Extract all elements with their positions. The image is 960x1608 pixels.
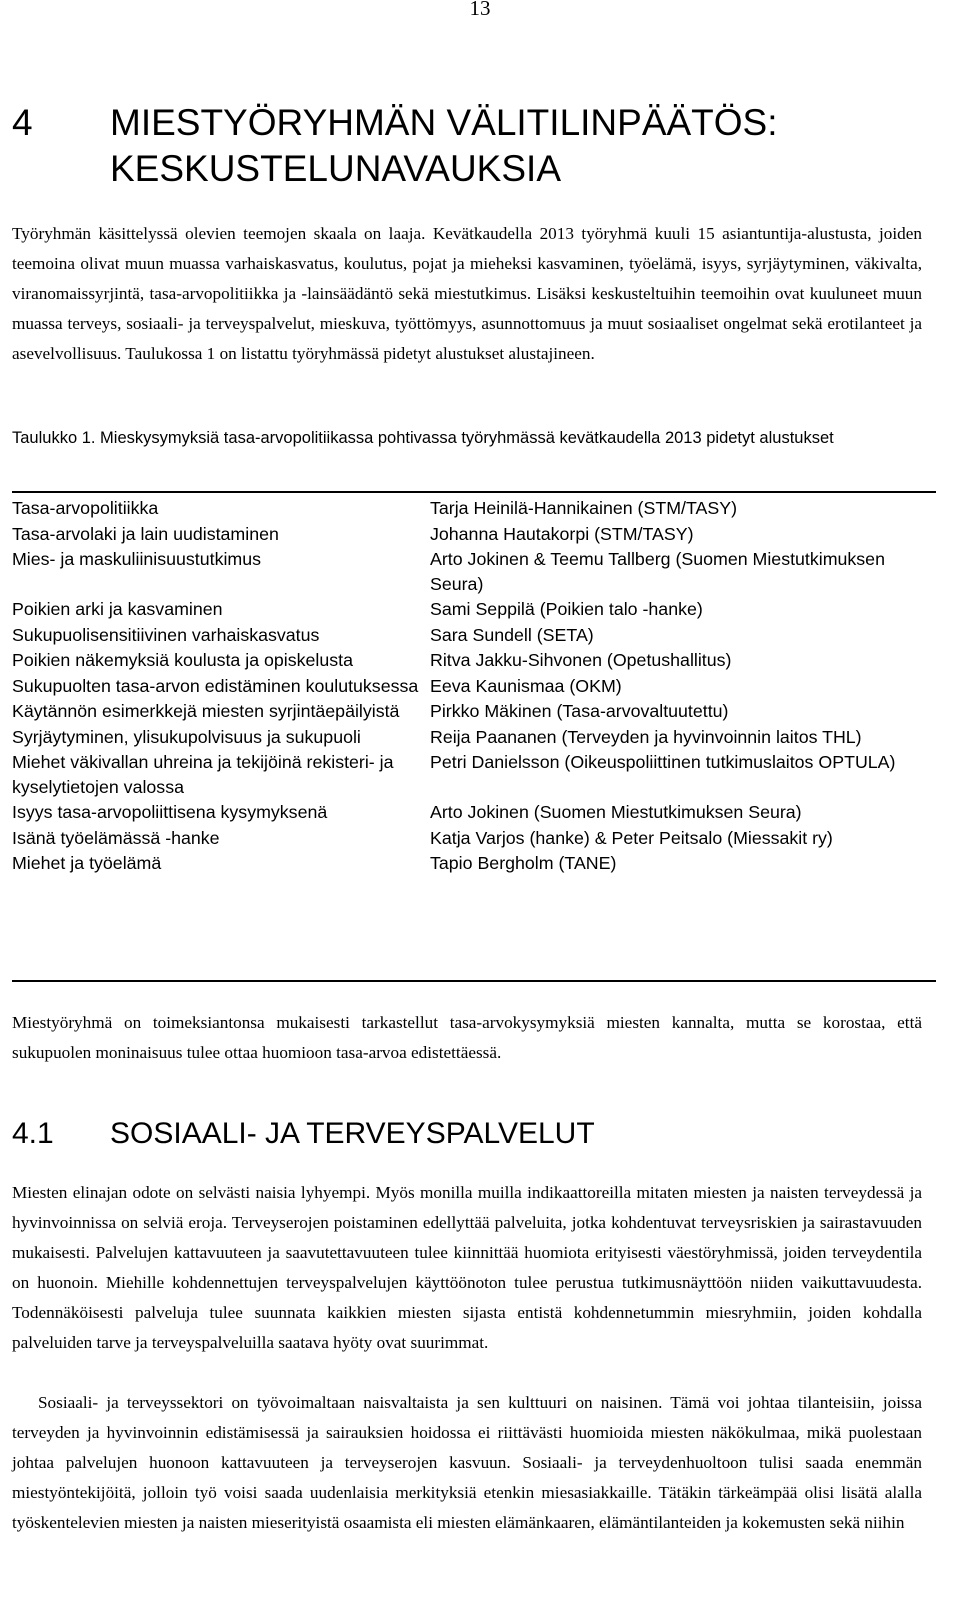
table-cell-presenter: Katja Varjos (hanke) & Peter Peitsalo (Miessakit ry) [430,827,833,848]
table-cell-topic: Tasa-arvolaki ja lain uudistaminen [12,523,279,544]
table-row [12,699,936,725]
table-row [12,648,936,674]
table-cell-topic: Tasa-arvopolitiikka [12,498,159,518]
table-row [12,623,936,649]
table-row [12,800,936,826]
page-number: 13 [469,0,491,20]
subsection-number: 4.1 [12,1117,54,1150]
table-cell-presenter: Eeva Kaunismaa (OKM) [430,675,622,696]
table-cell-presenter: Pirkko Mäkinen (Tasa-arvovaltuutettu) [430,701,729,721]
table-cell-presenter: Arto Jokinen & Teemu Tallberg (Suomen Miestutkimuksen Seura) [430,549,885,594]
table-row [12,725,936,751]
table-cell-presenter: Johanna Hautakorpi (STM/TASY) [430,523,694,544]
section-title [110,100,930,192]
table-row [12,547,936,597]
table-cell-topic: Käytännön esimerkkejä miesten syrjintäepäilyistä [12,701,400,721]
table-cell-topic: Mies- ja maskuliinisuustutkimus [12,549,262,569]
table-cell-presenter: Petri Danielsson (Oikeuspoliittinen tutkimuslaitos OPTULA) [430,752,896,772]
intro-paragraph: Työryhmän käsittelyssä olevien teemojen skaala on laaja. Kevätkaudella 2013 työryhmä kuuli 15 asiantuntija-alustusta, joiden teemoina olivat muun muassa varhaiskasvatus, koulutus, pojat ja mieheksi kasvaminen, työelämä, isyys, syrjäytyminen, väkivalta, viranomaissyrjintä, tasa-arvopolitiikka ja -lainsäädäntö sekä miestutkimus. Lisäksi keskusteltuihin teemoihin ovat kuuluneet muun muassa terveys, sosiaali- ja terveyspalvelut, mieskuva, työttömyys, asunnottomuus ja muut sosiaaliset ongelmat sekä erotilanteet ja asevelvollisuus. Taulukossa 1 on listattu työryhmässä pidetyt alustukset alustajineen. [12,224,922,363]
table-cell-topic: Miehet väkivallan uhreina ja tekijöinä rekisteri- ja kyselytietojen valossa [12,752,394,797]
table-cell-presenter: Arto Jokinen (Suomen Miestutkimuksen Seura) [430,802,802,822]
table-top-rule [12,491,936,493]
table-cell-topic: Poikien näkemyksiä koulusta ja opiskelusta [12,650,353,670]
table-row [12,496,936,522]
table-cell-presenter: Sara Sundell (SETA) [430,624,594,645]
table-caption: Taulukko 1. Mieskysymyksiä tasa-arvopolitiikassa pohtivassa työryhmässä kevätkaudella 2013 pidetyt alustukset [12,429,834,447]
table-cell-presenter: Reija Paananen (Terveyden ja hyvinvoinnin laitos THL) [430,726,862,747]
subsection-title: SOSIAALI- JA TERVEYSPALVELUT [110,1117,595,1150]
table-row [12,851,936,877]
subsection-paragraph-1: Miesten elinajan odote on selvästi naisia lyhyempi. Myös monilla muilla indikaattoreilla mitaten miesten ja naisten terveydessä ja hyvinvoinnissa on selviä eroja. Terveyserojen poistaminen edellyttää palveluita, jotka kohdentuvat terveysriskien ja sairastavuuden mukaisesti. Palvelujen kattavuuteen ja saavutettavuuteen tulee kiinnittää huomiota erityisesti väestöryhmissä, joiden terveydentila on huonoin. Miehille kohdennettujen terveyspalvelujen käyttöönoton tulee perustua tutkimusnäyttöön niiden vaikuttavuudesta. Todennäköisesti palveluja tulee suunnata kaikkien miesten sijasta entistä kohdennetummin miesryhmiin, joiden kohdalla palveluiden tarve ja terveyspalveluilla saatava hyöty ovat suurimmat. [12,1183,922,1352]
table-cell-topic: Sukupuolisensitiivinen varhaiskasvatus [12,624,320,645]
section-number: 4 [12,102,33,143]
table-bottom-rule [12,980,936,982]
section-title-line-2: KESKUSTELUNAVAUKSIA [110,148,561,189]
table-row [12,826,936,852]
table-row [12,750,936,800]
table-cell-topic: Poikien arki ja kasvaminen [12,599,223,619]
table-cell-topic: Isyys tasa-arvopoliittisena kysymyksenä [12,802,328,822]
table-cell-presenter: Tapio Bergholm (TANE) [430,853,617,873]
after-table-paragraph: Miestyöryhmä on toimeksiantonsa mukaisesti tarkastellut tasa-arvokysymyksiä miesten kannalta, mutta se korostaa, että sukupuolen moninaisuus tulee ottaa huomioon tasa-arvoa edistettäessä. [12,1013,922,1062]
table-cell-topic: Miehet ja työelämä [12,853,162,873]
table-row [12,597,936,623]
table-cell-topic: Isänä työelämässä -hanke [12,827,220,848]
section-title-line-1: MIESTYÖRYHMÄN VÄLITILINPÄÄTÖS: [110,102,778,143]
table-cell-presenter: Sami Seppilä (Poikien talo -hanke) [430,599,703,619]
table-cell-topic: Sukupuolten tasa-arvon edistäminen koulutuksessa [12,675,419,696]
table-row [12,674,936,700]
table-row [12,522,936,548]
table-cell-presenter: Tarja Heinilä-Hannikainen (STM/TASY) [430,498,737,518]
sources-table [12,496,936,877]
subsection-paragraph-2: Sosiaali- ja terveyssektori on työvoimaltaan naisvaltaista ja sen kulttuuri on naisinen. Tämä voi johtaa tilanteisiin, joissa terveyden ja hyvinvoinnin edistämisessä ja sairauksien hoidossa ei riittävästi huomioida miesten näkökulmaa, mikä puolestaan johtaa palvelujen huonoon kattavuuteen ja terveyserojen kasvuun. Sosiaali- ja terveydenhuoltoon tulisi saada enemmän miestyöntekijöitä, jolloin työ voisi saada uudenlaisia merkityksiä etenkin miesasiakkaille. Tätäkin tärkeämpää olisi lisätä alalla työskentelevien miesten ja naisten mieserityistä osaamista eli miesten elämänkaaren, elämäntilanteiden ja kokemusten sekä niihin [12,1393,922,1532]
table-cell-topic: Syrjäytyminen, ylisukupolvisuus ja sukupuoli [12,726,361,747]
table-cell-presenter: Ritva Jakku-Sihvonen (Opetushallitus) [430,650,732,670]
sources-table-body [12,496,936,877]
